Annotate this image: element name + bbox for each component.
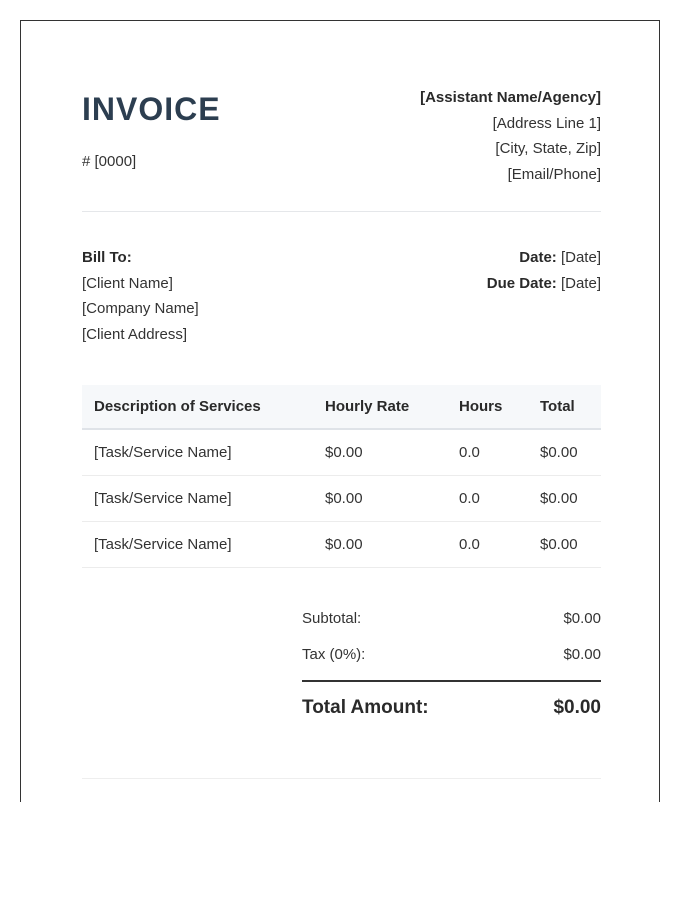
footer-divider — [82, 778, 601, 779]
due-date-value: [Date] — [560, 274, 601, 292]
totals-section — [302, 605, 601, 734]
grand-total-row — [302, 680, 601, 734]
agency-address-line1: [Address Line 1] — [492, 114, 601, 132]
service-hours: 0.0 — [447, 429, 528, 475]
bill-to-label: Bill To: — [82, 249, 132, 266]
service-description: [Task/Service Name] — [82, 475, 313, 521]
agency-contact: [Email/Phone] — [507, 165, 601, 183]
services-table-head — [82, 385, 601, 429]
table-row — [82, 475, 601, 521]
service-total: $0.00 — [528, 475, 601, 521]
total-amount-label: Total Amount: — [302, 697, 429, 718]
service-hourly-rate: $0.00 — [313, 475, 447, 521]
table-row — [82, 429, 601, 475]
service-hours: 0.0 — [447, 521, 528, 567]
service-description: [Task/Service Name] — [82, 429, 313, 475]
total-amount-value: $0.00 — [553, 697, 601, 718]
subtotal-label: Subtotal: — [302, 610, 362, 627]
table-header-row — [82, 385, 601, 429]
service-description: [Task/Service Name] — [82, 521, 313, 567]
due-date-label: Due Date: — [486, 274, 557, 292]
date-row — [487, 245, 601, 271]
agency-info — [420, 85, 601, 187]
client-name: [Client Name] — [82, 274, 173, 292]
company-name: [Company Name] — [82, 300, 199, 317]
service-total: $0.00 — [528, 521, 601, 567]
billing-section — [82, 245, 601, 355]
invoice-page — [20, 20, 660, 802]
invoice-title: INVOICE — [82, 91, 221, 127]
agency-city-state-zip: [City, State, Zip] — [495, 140, 601, 157]
tax-value: $0.00 — [563, 646, 601, 663]
agency-name: [Assistant Name/Agency] — [420, 89, 601, 106]
column-header-total: Total — [528, 385, 601, 429]
services-table-body — [82, 429, 601, 567]
tax-label: Tax (0%): — [302, 646, 366, 663]
subtotal-value: $0.00 — [563, 610, 601, 627]
due-date-row — [487, 271, 601, 297]
date-value: [Date] — [560, 249, 601, 266]
tax-row — [302, 641, 601, 677]
invoice-header — [82, 21, 601, 212]
column-header-hourly-rate: Hourly Rate — [313, 385, 447, 429]
invoice-number: # [0000] — [82, 153, 137, 170]
services-table — [82, 385, 601, 568]
service-hourly-rate: $0.00 — [313, 521, 447, 567]
service-hours: 0.0 — [447, 475, 528, 521]
date-label: Date: — [519, 249, 557, 266]
service-total: $0.00 — [528, 429, 601, 475]
client-address: [Client Address] — [82, 325, 188, 343]
bill-to — [82, 245, 199, 347]
column-header-description: Description of Services — [82, 385, 313, 429]
subtotal-row — [302, 605, 601, 641]
invoice-dates — [487, 245, 601, 296]
service-hourly-rate: $0.00 — [313, 429, 447, 475]
column-header-hours: Hours — [447, 385, 528, 429]
table-row — [82, 521, 601, 567]
